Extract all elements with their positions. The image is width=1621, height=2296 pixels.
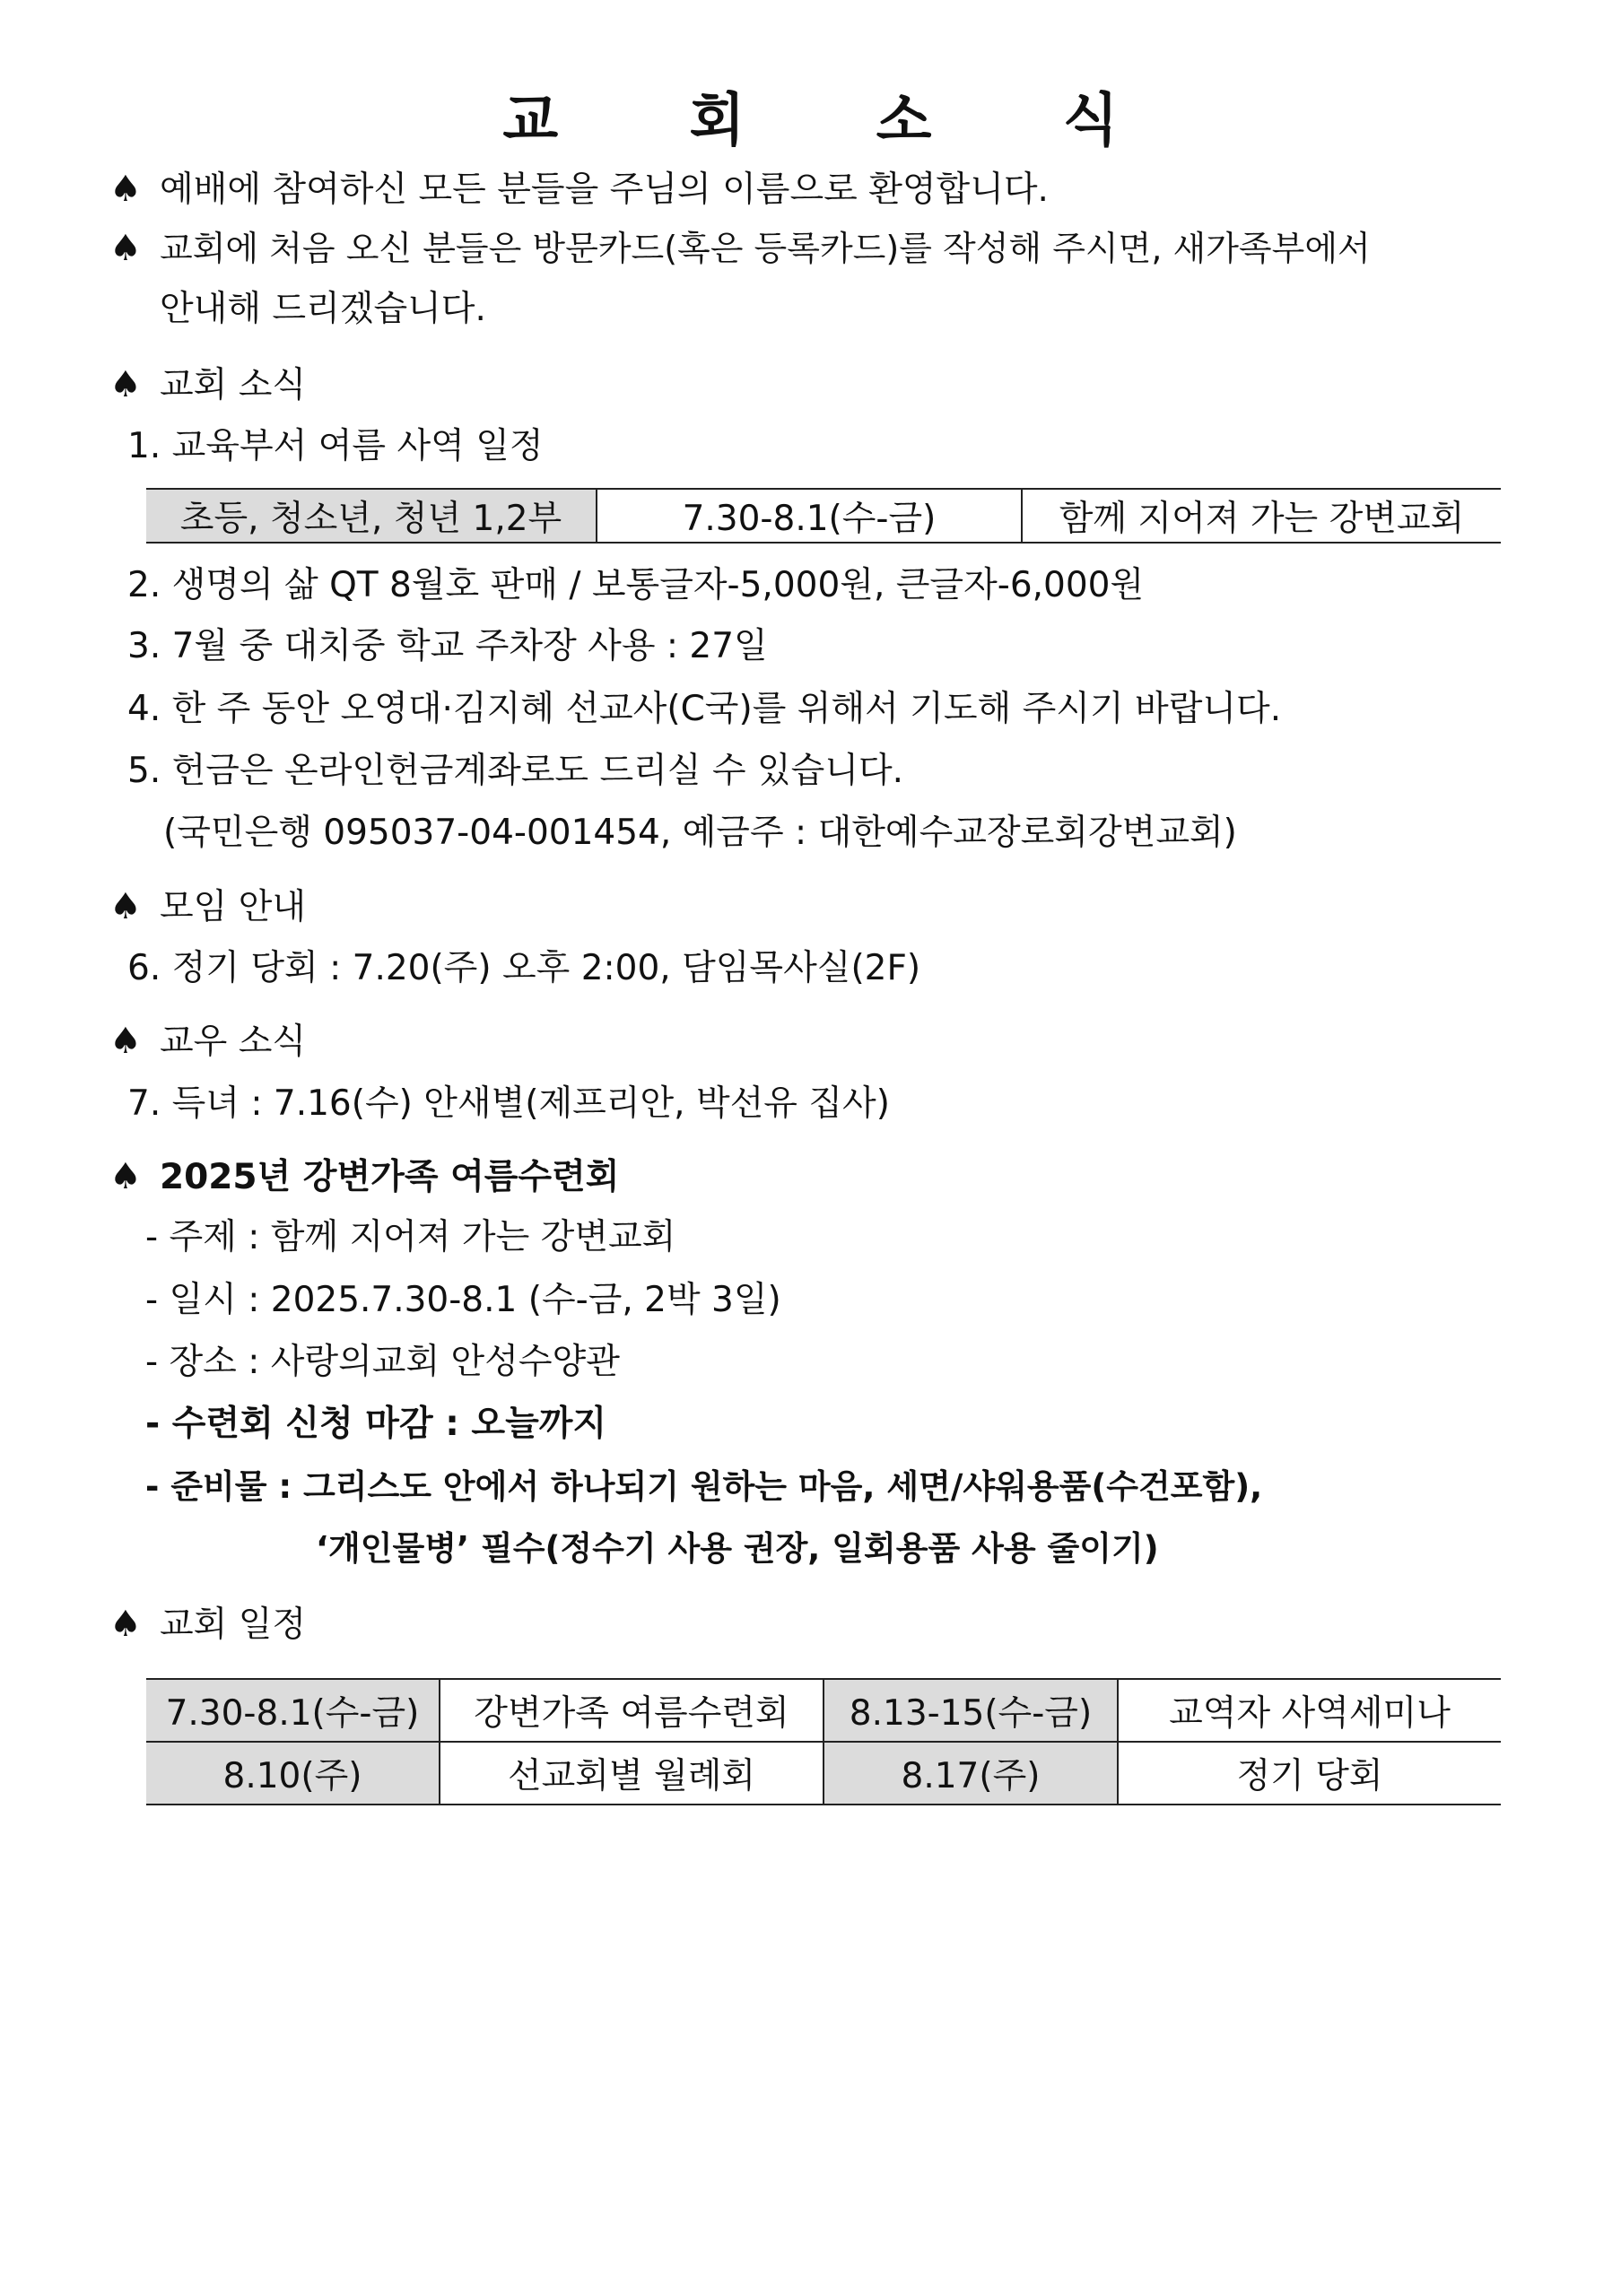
news-item-2: 2. 생명의 삶 QT 8월호 판매 / 보통글자-5,000원, 큰글자-6,000원 [127, 565, 1145, 605]
meeting-heading: ♠ 모임 안내 [109, 886, 307, 927]
retreat-heading: ♠ 2025년 강변가족 여름수련회 [109, 1156, 620, 1197]
news-item-4: 4. 한 주 동안 오영대·김지혜 선교사(C국)를 위해서 기도해 주시기 바랍니다. [127, 689, 1282, 729]
church-news-heading: ♠ 교회 소식 [109, 364, 307, 405]
news-item-5: 5. 헌금은 온라인헌금계좌로도 드리실 수 있습니다. [127, 751, 904, 791]
schedule-cell: 8.10(주) [146, 1742, 440, 1805]
member-item-7: 7. 득녀 : 7.16(수) 안새별(제프리안, 박선유 집사) [127, 1083, 890, 1124]
schedule-heading: ♠ 교회 일정 [109, 1604, 307, 1645]
news-item-1: 1. 교육부서 여름 사역 일정 [127, 426, 544, 466]
retreat-place: - 장소 : 사랑의교회 안성수양관 [145, 1342, 620, 1382]
summer-table-cell: 7.30-8.1(수-금) [597, 489, 1022, 543]
meeting-item-6: 6. 정기 당회 : 7.20(주) 오후 2:00, 담임목사실(2F) [127, 948, 921, 988]
schedule-cell: 강변가족 여름수련회 [440, 1679, 824, 1742]
retreat-date: - 일시 : 2025.7.30-8.1 (수-금, 2박 3일) [145, 1280, 781, 1320]
retreat-deadline: - 수련회 신청 마감 : 오늘까지 [145, 1404, 607, 1444]
spade-icon: ♠ [109, 1021, 142, 1062]
spade-icon: ♠ [109, 169, 142, 210]
schedule-cell: 교역자 사역세미나 [1118, 1679, 1501, 1742]
schedule-cell: 7.30-8.1(수-금) [146, 1679, 440, 1742]
page-title: 교 회 소 식 [502, 88, 1174, 154]
news-item-3: 3. 7월 중 대치중 학교 주차장 사용 : 27일 [127, 626, 768, 666]
spade-icon: ♠ [109, 364, 142, 405]
spade-icon: ♠ [109, 886, 142, 927]
news-item-5-account: (국민은행 095037-04-001454, 예금주 : 대한예수교장로회강변교회) [163, 813, 1237, 853]
schedule-cell: 정기 당회 [1118, 1742, 1501, 1805]
summer-table-cell: 초등, 청소년, 청년 1,2부 [146, 489, 597, 543]
spade-icon: ♠ [109, 1604, 142, 1645]
welcome-line-2: ♠ 교회에 처음 오신 분들은 방문카드(혹은 등록카드)를 작성해 주시면, 새가족부에서 [109, 228, 1371, 269]
spade-icon: ♠ [109, 228, 142, 269]
retreat-prep-2: ‘개인물병’ 필수(정수기 사용 권장, 일회용품 사용 줄이기) [316, 1529, 1159, 1568]
schedule-row [146, 1679, 1501, 1742]
schedule-row [146, 1742, 1501, 1805]
welcome-line-2-cont: 안내해 드리겠습니다. [160, 289, 486, 329]
spade-icon: ♠ [109, 1156, 142, 1197]
schedule-cell: 8.17(주) [824, 1742, 1118, 1805]
welcome-line-1: ♠ 예배에 참여하신 모든 분들을 주님의 이름으로 환영합니다. [109, 169, 1049, 210]
retreat-prep-1: - 준비물 : 그리스도 안에서 하나되기 원하는 마음, 세면/샤워용품(수건포함), [145, 1467, 1263, 1506]
church-schedule-table [146, 1678, 1501, 1805]
schedule-cell: 8.13-15(수-금) [824, 1679, 1118, 1742]
retreat-theme: - 주제 : 함께 지어져 가는 강변교회 [145, 1217, 676, 1257]
summer-ministry-table [146, 488, 1501, 544]
schedule-cell: 선교회별 월례회 [440, 1742, 824, 1805]
member-news-heading: ♠ 교우 소식 [109, 1021, 307, 1062]
summer-table-cell: 함께 지어져 가는 강변교회 [1022, 489, 1501, 543]
